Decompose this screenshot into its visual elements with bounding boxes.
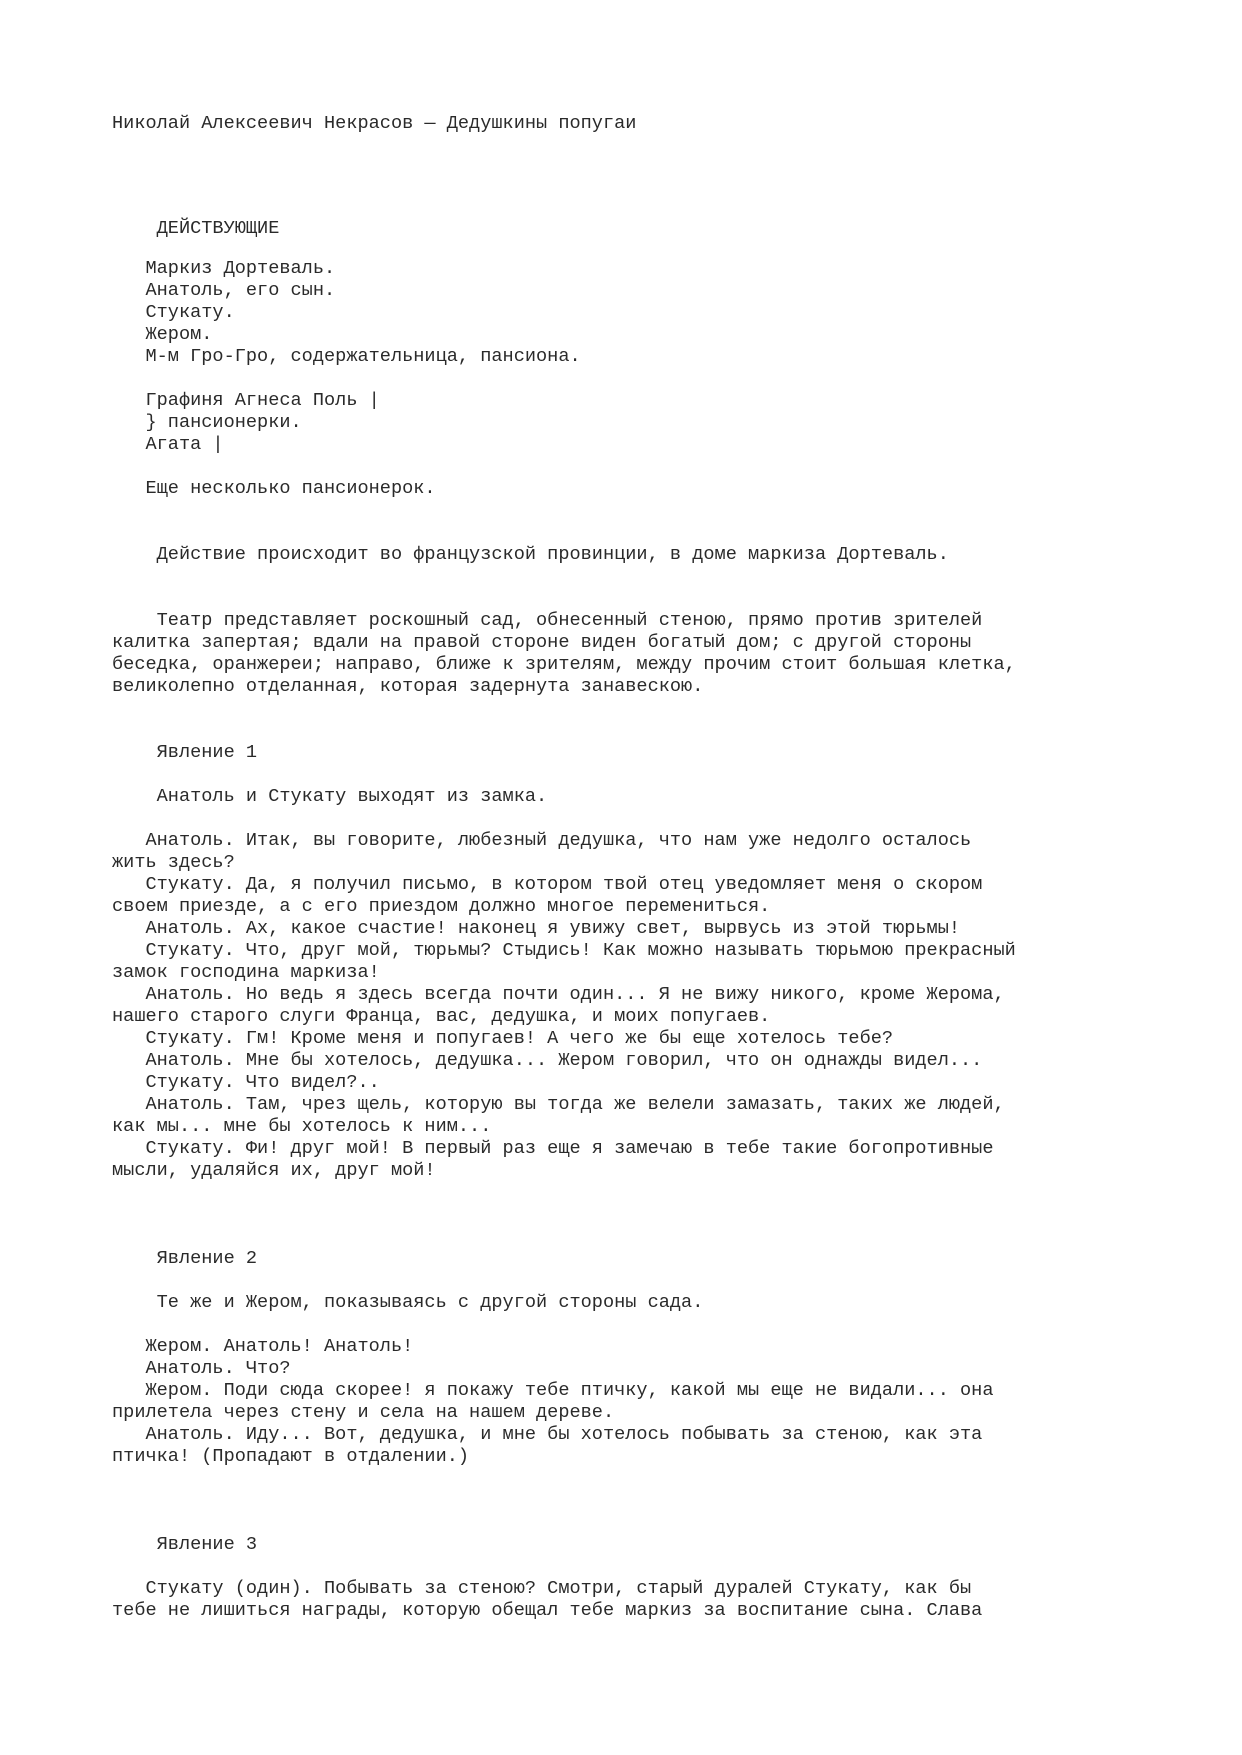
dialogue-line: замок господина маркиза! xyxy=(112,962,380,983)
dialogue-line: птичка! (Пропадают в отдалении.) xyxy=(112,1446,470,1467)
dialogue-line: Анатоль. Мне бы хотелось, дедушка... Жером говорил, что он однажды видел... xyxy=(112,1050,983,1071)
cast-group-item: Агата | xyxy=(112,434,224,455)
dialogue-line: Анатоль. Что? xyxy=(112,1358,291,1379)
cast-group-item: } пансионерки. xyxy=(112,412,302,433)
dialogue-line: прилетела через стену и села на нашем дереве. xyxy=(112,1402,615,1423)
dialogue-line: своем приезде, а с его приездом должно многое перемениться. xyxy=(112,896,771,917)
dialogue xyxy=(112,1336,1132,1468)
spacer xyxy=(112,368,1132,390)
cast-item: М-м Гро-Гро, содержательница, пансиона. xyxy=(112,346,581,367)
dialogue-line: мысли, удаляйся их, друг мой! xyxy=(112,1160,436,1181)
document-title: Николай Алексеевич Некрасов — Дедушкины попугаи xyxy=(112,113,637,134)
scene-3 xyxy=(112,1534,1132,1622)
scene-heading: Явление 3 xyxy=(112,1534,258,1555)
cast-group-item: Графиня Агнеса Поль | xyxy=(112,390,380,411)
description-line: беседка, оранжереи; направо, ближе к зрителям, между прочим стоит большая клетка, xyxy=(112,654,1016,675)
dialogue-line: Анатоль. Там, чрез щель, которую вы тогда же велели замазать, таких же людей, xyxy=(112,1094,1005,1115)
dialogue-line: Анатоль. Но ведь я здесь всегда почти один... Я не вижу никого, кроме Жерома, xyxy=(112,984,1005,1005)
dialogue-line: Стукату. Гм! Кроме меня и попугаев! А чего же бы еще хотелось тебе? xyxy=(112,1028,894,1049)
spacer xyxy=(112,240,1132,258)
spacer xyxy=(112,808,1132,830)
description-line: великолепно отделанная, которая задернута занавескою. xyxy=(112,676,704,697)
cast-list xyxy=(112,258,1132,368)
scene-heading: Явление 2 xyxy=(112,1248,258,1269)
stage-direction: Те же и Жером, показываясь с другой стороны сада. xyxy=(112,1292,704,1313)
dialogue xyxy=(112,1578,1132,1622)
spacer xyxy=(112,1182,1132,1248)
dialogue-line: Стукату. Что, друг мой, тюрьмы? Стыдись! Как можно называть тюрьмою прекрасный xyxy=(112,940,1016,961)
dialogue-line: Стукату. Фи! друг мой! В первый раз еще я замечаю в тебе такие богопротивные xyxy=(112,1138,994,1159)
cast-extra: Еще несколько пансионерок. xyxy=(112,478,436,499)
description-line: калитка запертая; вдали на правой стороне виден богатый дом; с другой стороны xyxy=(112,632,972,653)
cast-item: Маркиз Дортеваль. xyxy=(112,258,336,279)
description-line: Театр представляет роскошный сад, обнесенный стеною, прямо против зрителей xyxy=(112,610,983,631)
spacer xyxy=(112,1556,1132,1578)
dialogue-line: жить здесь? xyxy=(112,852,235,873)
spacer xyxy=(112,566,1132,610)
dialogue-line: тебе не лишиться награды, которую обещал тебе маркиз за воспитание сына. Слава xyxy=(112,1600,983,1621)
dialogue-line: Стукату. Что видел?.. xyxy=(112,1072,380,1093)
dialogue-line: Анатоль. Ах, какое счастие! наконец я увижу свет, вырвусь из этой тюрьмы! xyxy=(112,918,961,939)
spacer xyxy=(112,456,1132,478)
dialogue-line: Жером. Анатоль! Анатоль! xyxy=(112,1336,414,1357)
scene-1 xyxy=(112,742,1132,1182)
dialogue-line: нашего старого слуги Франца, вас, дедушка, и моих попугаев. xyxy=(112,1006,771,1027)
spacer xyxy=(112,1270,1132,1292)
dialogue-line: Жером. Поди сюда скорее! я покажу тебе птичку, какой мы еще не видали... она xyxy=(112,1380,994,1401)
spacer xyxy=(112,500,1132,544)
spacer xyxy=(112,698,1132,742)
cast-heading: ДЕЙСТВУЮЩИЕ xyxy=(112,218,280,239)
scene-heading: Явление 1 xyxy=(112,742,258,763)
cast-item: Анатоль, его сын. xyxy=(112,280,336,301)
dialogue-line: Анатоль. Иду... Вот, дедушка, и мне бы хотелось побывать за стеною, как эта xyxy=(112,1424,983,1445)
setting-note: Действие происходит во французской провинции, в доме маркиза Дортеваль. xyxy=(112,544,949,565)
cast-group xyxy=(112,390,1132,456)
spacer xyxy=(112,1468,1132,1534)
spacer xyxy=(112,764,1132,786)
stage-direction: Анатоль и Стукату выходят из замка. xyxy=(112,786,548,807)
dialogue-line: Анатоль. Итак, вы говорите, любезный дедушка, что нам уже недолго осталось xyxy=(112,830,972,851)
dialogue-line: Стукату (один). Побывать за стеною? Смотри, старый дуралей Стукату, как бы xyxy=(112,1578,972,1599)
scene-description xyxy=(112,610,1132,698)
scene-2 xyxy=(112,1248,1132,1468)
cast-item: Жером. xyxy=(112,324,213,345)
document-page xyxy=(112,113,1132,1622)
spacer xyxy=(112,1314,1132,1336)
dialogue xyxy=(112,830,1132,1182)
cast-item: Стукату. xyxy=(112,302,235,323)
dialogue-line: Стукату. Да, я получил письмо, в котором твой отец уведомляет меня о скором xyxy=(112,874,983,895)
spacer xyxy=(112,135,1132,218)
dialogue-line: как мы... мне бы хотелось к ним... xyxy=(112,1116,492,1137)
